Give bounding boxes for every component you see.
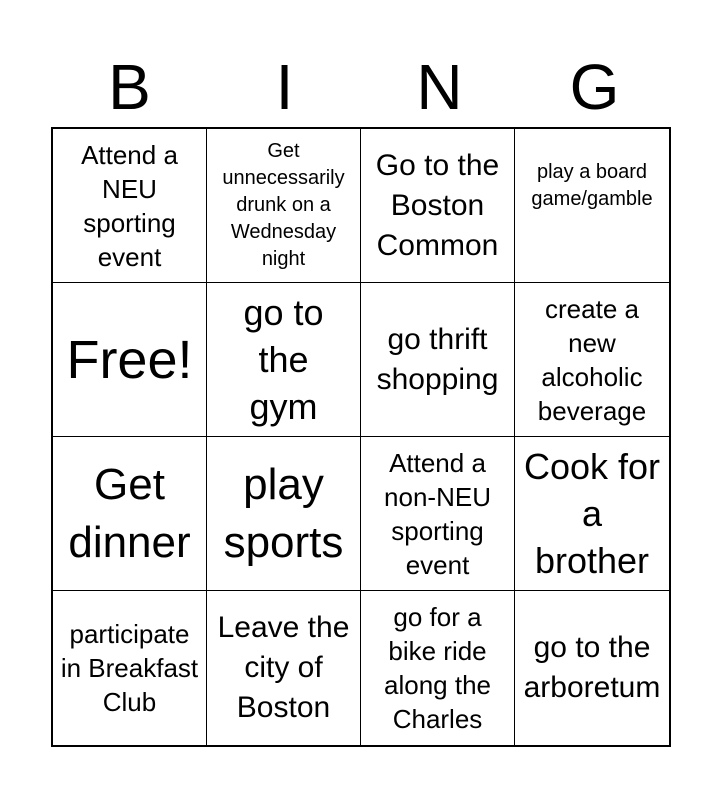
header-letter-b: B (108, 51, 151, 123)
cell-text: go thrift shopping (376, 322, 499, 396)
cell-text: Free! (66, 329, 193, 390)
bingo-cell-r4c3[interactable] (361, 591, 515, 745)
cell-text: Get dinner (68, 459, 191, 567)
cell-text: Get unnecessarily drunk on a Wednesday night (222, 140, 345, 270)
bingo-board (51, 127, 671, 747)
cell-text: go to the arboretum (523, 631, 661, 704)
bingo-cell-r2c3[interactable] (361, 283, 515, 437)
cell-text: go to the gym (243, 292, 324, 427)
bingo-cell-r4c1[interactable] (53, 591, 207, 745)
bingo-cell-r3c1[interactable] (53, 437, 207, 591)
bingo-cell-r3c2[interactable] (207, 437, 361, 591)
header-letter-n: N (416, 51, 463, 123)
bingo-header (52, 52, 672, 122)
bingo-cell-r1c2[interactable] (207, 129, 361, 283)
bingo-cell-r1c1[interactable] (53, 129, 207, 283)
cell-text: participate in Breakfast Club (60, 619, 199, 717)
cell-text: play a board game/gamble (531, 160, 653, 210)
cell-text: Cook for a brother (523, 446, 661, 581)
bingo-cell-r3c4[interactable] (515, 437, 669, 591)
cell-text: create a new alcoholic beverage (537, 293, 647, 426)
bingo-cell-r2c2[interactable] (207, 283, 361, 437)
header-letter-i: I (275, 51, 294, 123)
bingo-cell-r1c3[interactable] (361, 129, 515, 283)
cell-text: Go to the Boston Common (375, 148, 500, 262)
cell-text: Leave the city of Boston (217, 611, 350, 724)
bingo-cell-r3c3[interactable] (361, 437, 515, 591)
bingo-cell-r2c4[interactable] (515, 283, 669, 437)
cell-text: go for a bike ride along the Charles (384, 602, 491, 734)
bingo-cell-r1c4[interactable] (515, 129, 669, 283)
header-letter-g: G (569, 51, 620, 123)
bingo-cell-r2c1[interactable] (53, 283, 207, 437)
bingo-cell-r4c4[interactable] (515, 591, 669, 745)
bingo-cell-r4c2[interactable] (207, 591, 361, 745)
cell-text: play sports (223, 459, 344, 567)
cell-text: Attend a non-NEU sporting event (384, 447, 491, 580)
cell-text: Attend a NEU sporting event (81, 139, 178, 272)
